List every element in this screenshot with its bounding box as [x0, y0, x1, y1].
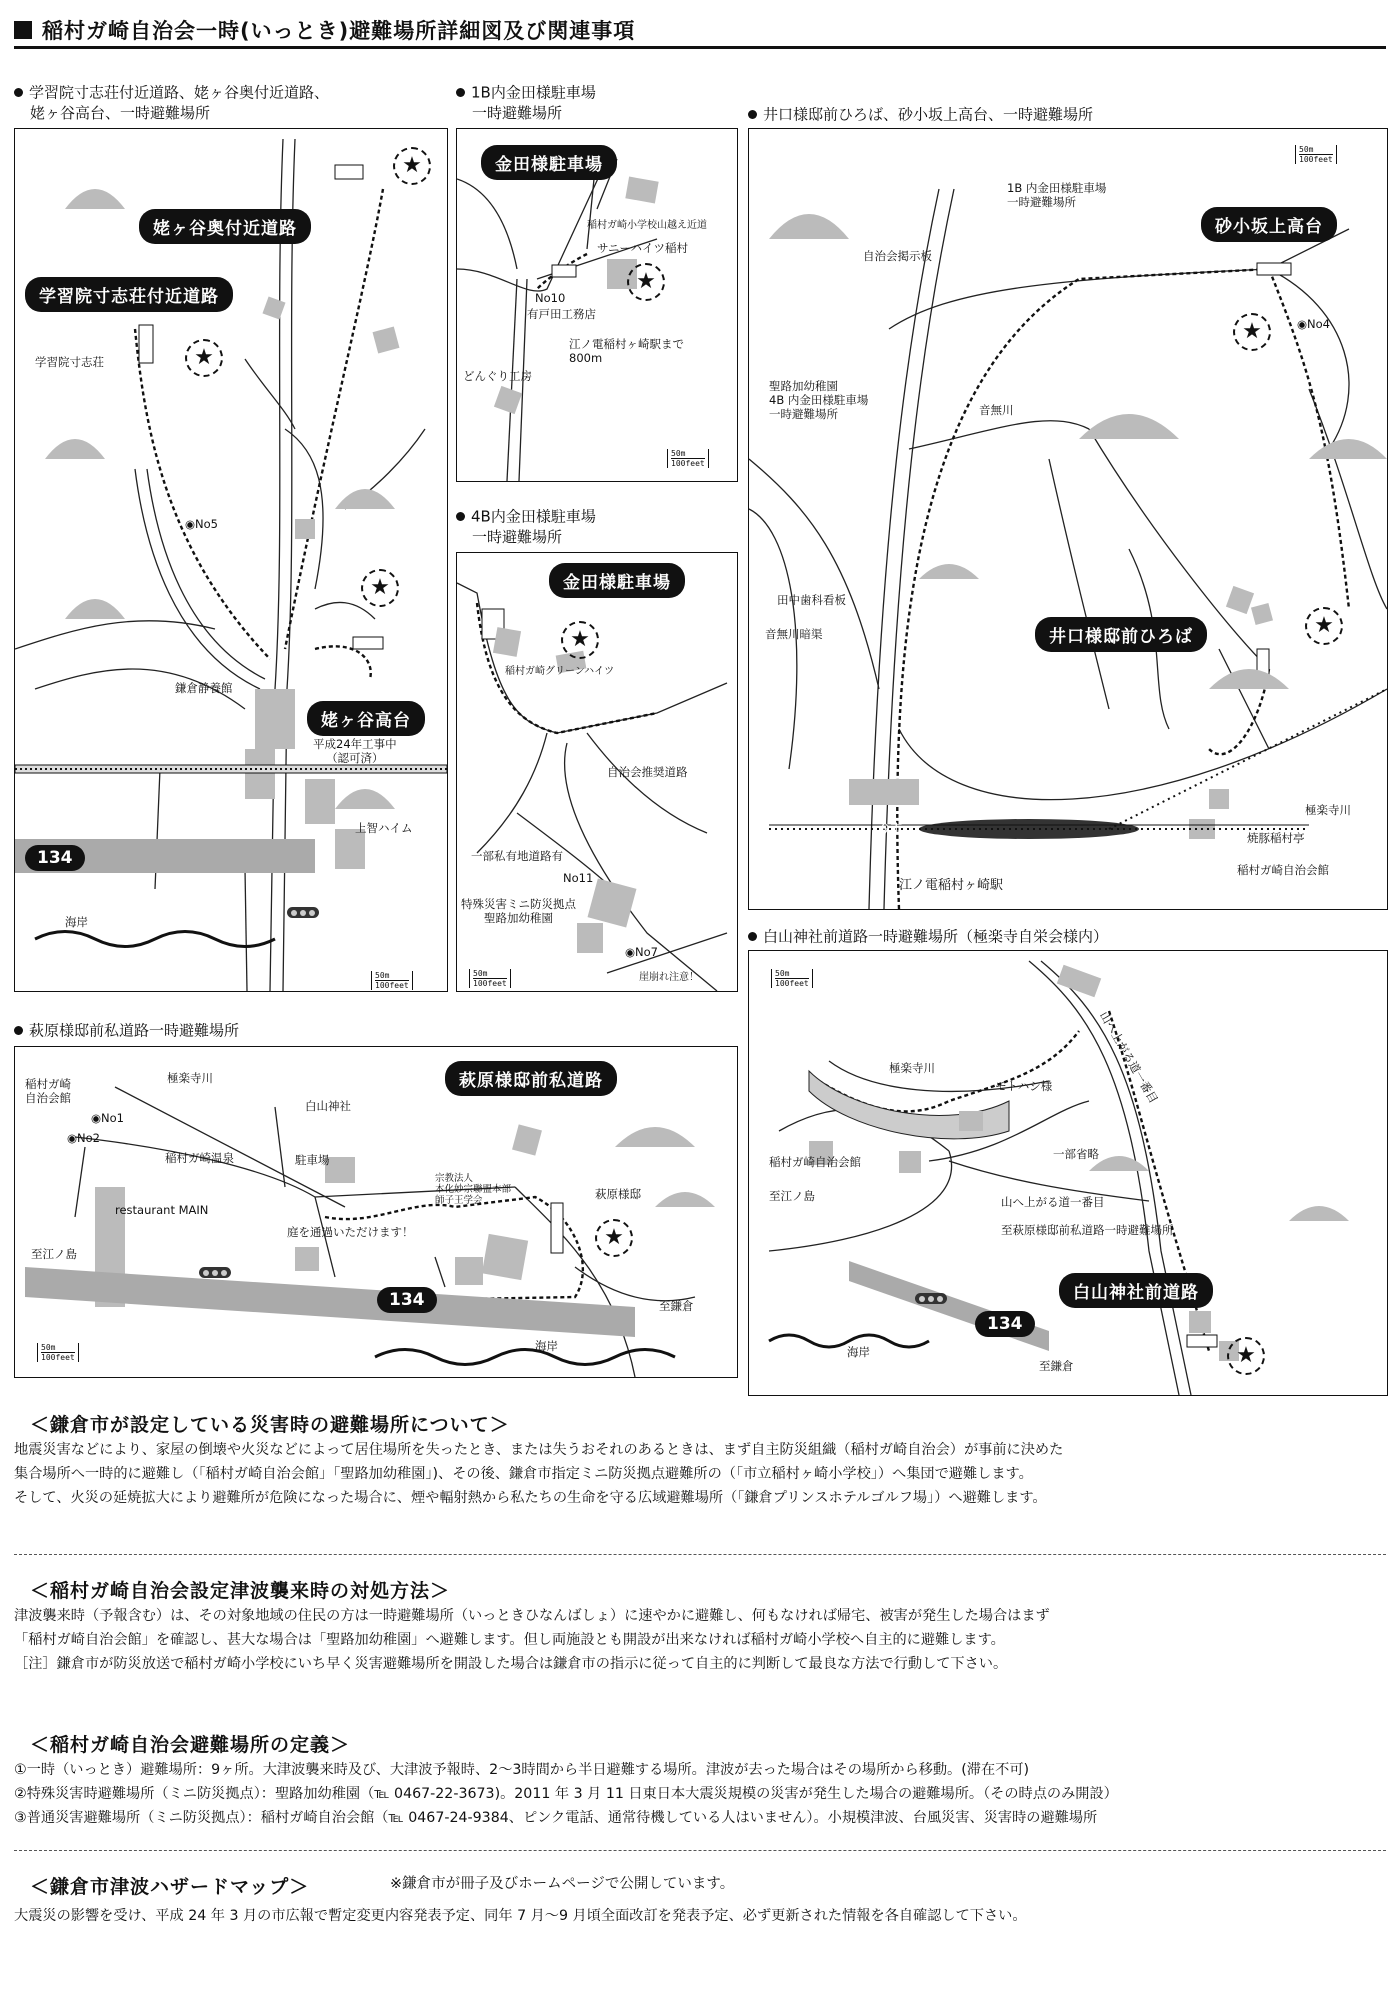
map6-label-hagi: 至萩原様邸前私道路一時避難場所	[1001, 1223, 1174, 1237]
divider	[14, 1850, 1386, 1851]
map4-label-enoden: 江ノ電稲村ヶ崎駅	[899, 878, 1004, 893]
map5-label-shukyo: 宗教法人 本化妙宗聯盟本部 師子王学会	[435, 1173, 512, 1206]
map5-label-kaikan: 稲村ガ崎 自治会館	[25, 1077, 71, 1105]
map3-label-no7: ◉No7	[625, 945, 658, 959]
map3-label-suisho: 自治会推奨道路	[607, 765, 688, 779]
map5-label-enoshima: 至江ノ島	[31, 1247, 77, 1261]
map5-label-onsen: 稲村ガ崎温泉	[165, 1151, 234, 1165]
map1-pill-ubagaya-takadai: 姥ヶ谷高台	[307, 701, 425, 736]
square-bullet-icon	[14, 21, 32, 39]
bullet-icon	[456, 88, 465, 97]
map3-star-icon: ★	[561, 621, 599, 659]
map6-label-yama1: 山へ上がる道一番目	[1096, 1009, 1161, 1106]
map5-label-chusha: 駐車場	[295, 1153, 330, 1167]
map5-label-niwa: 庭を通過いただけます！	[287, 1225, 414, 1239]
map3-pill-kanada: 金田様駐車場	[549, 563, 685, 598]
map1-pill-gakushuin: 学習院寸志荘付近道路	[25, 277, 233, 312]
section3-text: ①一時（いっとき）避難場所：9ヶ所。大津波襲来時及び、大津波予報時、2～3時間から半日避難する場所。津波が去った場合はその場所から移動。(滞在不可) ②特殊災害時避難場所（ミニ防災拠点）：聖路加幼稚園（℡ 0467-22-3673)。2011 年 3 月 11 日東日本大震災規模の災害が発生した場合の避難場所。（その時点のみ開設） ③普通災害避難場所（ミニ防災拠点）：稲村ガ崎自治会館（℡ 0467-24-9384、ピンク電話、通常待機している人はいません）。小規模津波、台風災害、災害時の避難場所	[14, 1762, 1118, 1826]
map2-pill-kanada: 金田様駐車場	[481, 145, 617, 180]
map5-panel	[14, 1046, 738, 1378]
map4-label-imaichi: 今市	[879, 821, 902, 835]
map2-label-station: 江ノ電稲村ヶ崎駅まで 800m	[569, 337, 684, 365]
map1-label-kouji: 平成24年工事中 （認可済）	[313, 737, 397, 765]
map6-label-enoshima: 至江ノ島	[769, 1189, 815, 1203]
map1-pill-ubagaya-oku: 姥ヶ谷奥付近道路	[139, 209, 311, 244]
map2-label-donguri: どんぐり工房	[463, 369, 532, 383]
map6-star-icon: ★	[1227, 1337, 1265, 1375]
map1-panel	[14, 128, 448, 992]
map4-label-1b: 1B 内金田様駐車場 一時避難場所	[1007, 181, 1107, 209]
map6-traffic-signal-icon	[915, 1293, 947, 1304]
map5-label-no1: ◉No1	[91, 1111, 124, 1125]
map6-label-kaigan: 海岸	[847, 1345, 870, 1359]
map1-label-jochi: 上智ハイム	[355, 821, 413, 835]
map4-roads	[749, 129, 1387, 909]
map5-scale: 50m 100feet	[37, 1343, 79, 1362]
map1-scale: 50m 100feet	[371, 971, 413, 990]
map3-scale: 50m 100feet	[469, 969, 511, 988]
map5-pill-hagiwara: 萩原様邸前私道路	[445, 1061, 617, 1096]
bullet-icon	[14, 1026, 23, 1035]
section4-text: 大震災の影響を受け、平成 24 年 3 月の市広報で暫定変更内容発表予定、同年 7 月～9 月頃全面改訂を発表予定、必ず更新された情報を各自確認して下さい。	[14, 1908, 1027, 1924]
map4-label-tonkatsu: 焼豚稲村亭	[1247, 831, 1305, 845]
section1-title: ＜鎌倉市が設定している災害時の避難場所について＞	[30, 1414, 510, 1436]
map4-pill-iguchi: 井口様邸前ひろば	[1035, 617, 1207, 652]
map4-label-seiroka: 聖路加幼稚園 4B 内金田様駐車場 一時避難場所	[769, 379, 869, 421]
map6-label-yama2: 山へ上がる道一番目	[1001, 1195, 1105, 1209]
map6-label-ichibu: 一部省略	[1053, 1147, 1099, 1161]
section3-title: ＜稲村ガ崎自治会避難場所の定義＞	[30, 1734, 351, 1756]
map4-label-no4: ◉No4	[1297, 317, 1330, 331]
map5-route-134: 134	[377, 1287, 437, 1313]
map1-star-icon-a: ★	[393, 147, 431, 185]
map1-label-kaigan: 海岸	[65, 915, 88, 929]
map1-label-no5: ◉No5	[185, 517, 218, 531]
map4-panel	[748, 128, 1388, 910]
section4-note: ※鎌倉市が冊子及びホームページで公開しています。	[390, 1876, 735, 1892]
map6-roads	[749, 951, 1387, 1395]
map4-star-icon-a: ★	[1233, 313, 1271, 351]
map4-label-kaikan: 稲村ガ崎自治会館	[1237, 863, 1329, 877]
map3-panel	[456, 552, 738, 992]
map2-panel	[456, 128, 738, 482]
map2-caption: 1B内金田様駐車場 一時避難場所	[456, 82, 596, 123]
map2-roads	[457, 129, 737, 481]
map2-label-no10: No10	[535, 291, 566, 305]
map1-label-gakushuin: 学習院寸志荘	[35, 355, 104, 369]
map5-label-restaurant: restaurant MAIN	[115, 1203, 209, 1217]
map6-label-kamakura: 至鎌倉	[1039, 1359, 1074, 1373]
section2-text: 津波襲来時（予報含む）は、その対象地域の住民の方は一時避難場所（いっときひなんばしょ）に速やかに避難し、何もなければ帰宅、被害が発生した場合はまず 「稲村ガ崎自治会館」を確認し、甚大な場合は「聖路加幼稚園」へ避難します。但し両施設とも開設が出来なければ稲村ガ崎小学校へ自主的に避難します。 ［注］鎌倉市が防災放送で稲村ガ崎小学校にいち早く災害避難場所を開設した場合は鎌倉市の指示に従って自主的に判断して最良な方法で行動して下さい。	[14, 1608, 1050, 1672]
map2-star-icon: ★	[627, 263, 665, 301]
map5-traffic-signal-icon	[199, 1267, 231, 1278]
map5-label-gokuraku: 極楽寺川	[167, 1071, 213, 1085]
map5-caption: 萩原様邸前私道路一時避難場所	[14, 1020, 239, 1041]
bullet-icon	[14, 88, 23, 97]
map1-caption: 学習院寸志荘付近道路、姥ヶ谷奥付近道路、 姥ヶ谷高台、一時避難場所	[14, 82, 329, 123]
map4-label-otonashi: 音無川	[979, 403, 1014, 417]
map6-label-motohashi: モトハシ様	[995, 1079, 1053, 1093]
map4-label-gokuraku: 極楽寺川	[1305, 803, 1351, 817]
section4-title: ＜鎌倉市津波ハザードマップ＞	[30, 1876, 310, 1898]
bullet-icon	[748, 932, 757, 941]
map3-label-tokushu: 特殊災害ミニ防災拠点 聖路加幼稚園	[461, 897, 576, 925]
map5-star-icon: ★	[595, 1219, 633, 1257]
page-title: 稲村ガ崎自治会一時(いっとき)避難場所詳細図及び関連事項	[42, 19, 636, 43]
map6-scale: 50m 100feet	[771, 969, 813, 988]
map3-label-shiyu: 一部私有地道路有	[471, 849, 563, 863]
map4-label-keiji: 自治会掲示板	[863, 249, 932, 263]
map6-pill-hakusan: 白山神社前道路	[1059, 1273, 1213, 1308]
map6-route-134: 134	[975, 1311, 1035, 1337]
map3-label-green: 稲村ガ崎グリーンハイツ	[505, 666, 615, 677]
map4-pill-sunakozaka: 砂小坂上高台	[1201, 207, 1337, 242]
map1-label-seiyokan: 鎌倉静養館	[175, 681, 233, 695]
map6-caption: 白山神社前道路一時避難場所（極楽寺自栄会様内）	[748, 926, 1108, 947]
map3-roads	[457, 553, 737, 991]
map6-label-gokuraku: 極楽寺川	[889, 1061, 935, 1075]
section1-text: 地震災害などにより、家屋の倒壊や火災などによって居住場所を失ったとき、または失うおそれのあるときは、まず自主防災組織（稲村ガ崎自治会）が事前に決めた 集合場所へ一時的に避難し（「稲村ガ崎自治会館」「聖路加幼稚園」)、その後、鎌倉市指定ミニ防災拠点避難所の（「市立稲村ヶ崎小学校」）へ集団で避難します。 そして、火災の延焼拡大により避難所が危険になった場合に、煙や輻射熱から私たちの生命を守る広域避難場所（「鎌倉プリンスホテルゴルフ場」）へ避難します。	[14, 1442, 1064, 1506]
map5-label-hagiwara: 萩原様邸	[595, 1187, 641, 1201]
map3-caption: 4B内金田様駐車場 一時避難場所	[456, 506, 596, 547]
map5-label-kaigan: 海岸	[535, 1339, 558, 1353]
map5-label-hakusan: 白山神社	[305, 1099, 351, 1113]
map6-panel	[748, 950, 1388, 1396]
map1-star-icon-c: ★	[361, 569, 399, 607]
map1-traffic-signal-icon	[287, 907, 319, 918]
map5-label-kamakura: 至鎌倉	[659, 1299, 694, 1313]
map2-scale: 50m 100feet	[667, 449, 709, 468]
map4-label-tanaka: 田中歯科看板	[777, 593, 846, 607]
map4-star-icon-b: ★	[1305, 607, 1343, 645]
map3-label-no11: No11	[563, 871, 594, 885]
map2-label-sunny: サニーハイツ稲村	[597, 241, 688, 255]
map4-label-ankyo: 音無川暗渠	[765, 627, 823, 641]
map4-scale: 50m 100feet	[1295, 145, 1337, 164]
map4-caption: 井口様邸前ひろば、砂小坂上高台、一時避難場所	[748, 104, 1093, 125]
map6-label-kaikan: 稲村ガ崎自治会館	[769, 1155, 861, 1169]
map1-star-icon-b: ★	[185, 339, 223, 377]
page-header	[14, 14, 1386, 49]
bullet-icon	[748, 110, 757, 119]
divider	[14, 1554, 1386, 1555]
map5-label-no2: ◉No2	[67, 1131, 100, 1145]
section2-title: ＜稲村ガ崎自治会設定津波襲来時の対処方法＞	[30, 1580, 451, 1602]
bullet-icon	[456, 512, 465, 521]
map2-label-school: 稲村ガ崎小学校山越え近道	[587, 220, 707, 231]
map2-label-arito: 有戸田工務店	[527, 307, 596, 321]
map3-label-gake: 崖崩れ注意！	[639, 972, 699, 983]
map1-route-134: 134	[25, 845, 85, 871]
